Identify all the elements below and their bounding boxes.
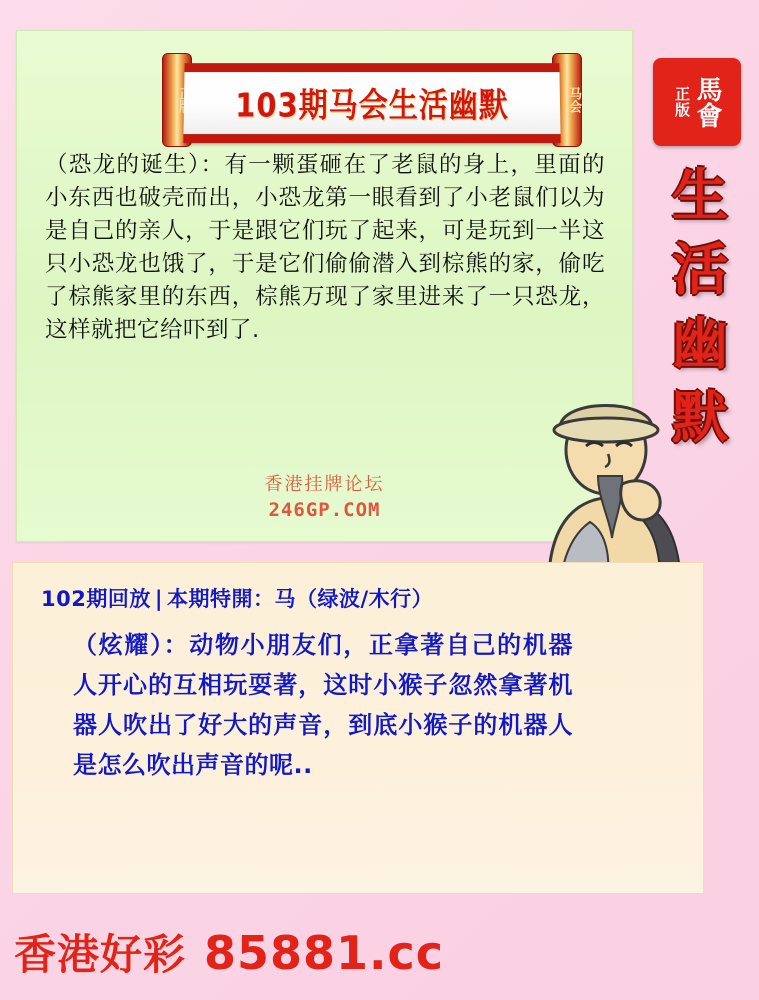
vertical-title-char-3: 幽 xyxy=(672,312,728,377)
banner-title: 103期马会生活幽默 xyxy=(234,85,510,125)
vertical-title-char-4: 默 xyxy=(672,386,728,451)
watermark-url: 246GP.COM xyxy=(268,499,381,521)
recap-header xyxy=(41,583,433,613)
recap-label: 102期回放 xyxy=(41,587,151,611)
vertical-title-char-1: 生 xyxy=(672,164,728,229)
banner-roller-right-text: 马会 xyxy=(566,87,581,113)
title-banner xyxy=(162,53,582,145)
recap-separator: | xyxy=(154,587,164,611)
recap-card xyxy=(12,562,704,894)
recap-result: 本期特開：马（绿波/木行） xyxy=(167,587,434,611)
stamp-left-text: 正版 xyxy=(673,86,691,118)
official-stamp xyxy=(653,58,741,146)
recap-text: （炫耀）：动物小朋友们，正拿著自己的机器人开心的互相玩耍著，这时小猴子忽然拿著机器人吹出了好大的声音，到底小猴子的机器人是怎么吹出声音的呢.. xyxy=(73,631,573,779)
vertical-title-char-2: 活 xyxy=(672,238,728,303)
footer xyxy=(14,922,444,982)
banner-sheet xyxy=(183,63,560,143)
watermark-site-name: 香港挂牌论坛 xyxy=(264,474,385,495)
footer-brand: 香港好彩 xyxy=(14,930,187,979)
story-text: （恐龙的诞生）：有一颗蛋砸在了老鼠的身上，里面的小东西也破壳而出，小恐龙第一眼看到了小老鼠们以为是自己的亲人，于是跟它们玩了起来，可是玩到一半这只小恐龙也饿了，于是它们偷偷潜入到棕熊的家，偷吃了棕熊家里的东西，棕熊万现了家里进来了一只恐龙，这样就把它给吓到了. xyxy=(45,152,605,343)
watermark xyxy=(17,470,632,521)
footer-site[interactable]: 85881.cc xyxy=(204,926,445,980)
stamp-right-text: 馬會 xyxy=(692,76,722,128)
vertical-title xyxy=(663,160,737,456)
humor-card xyxy=(16,30,633,542)
